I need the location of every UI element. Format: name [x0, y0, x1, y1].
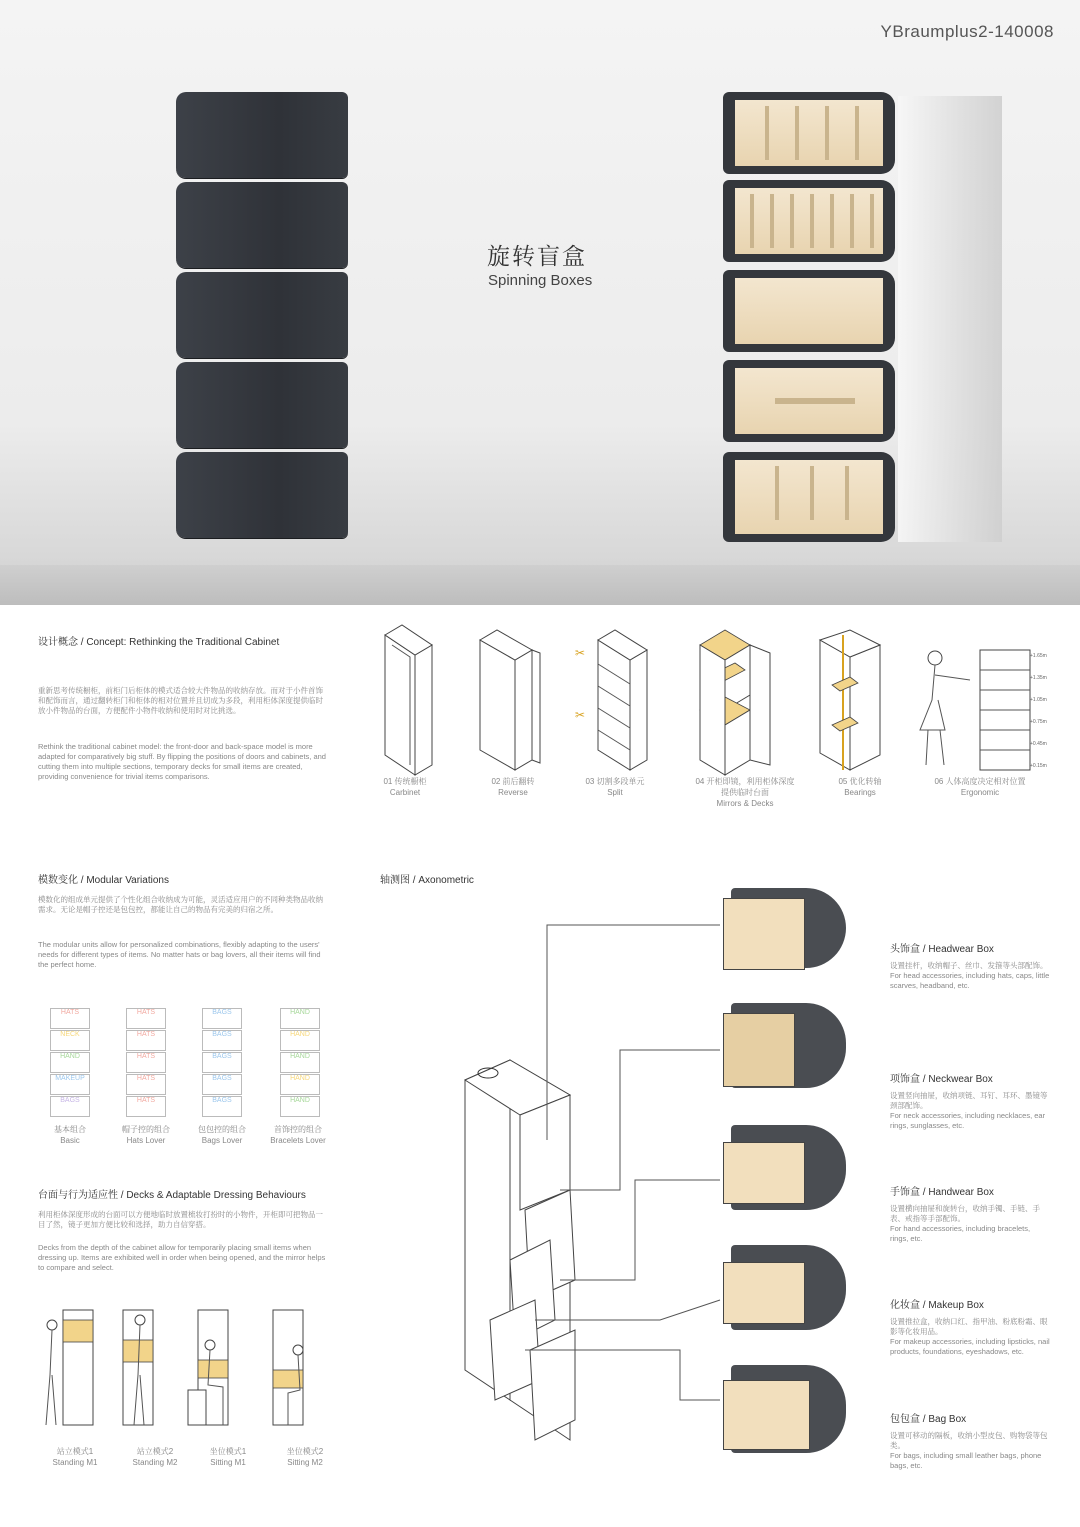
height-label: +0.75m	[1030, 719, 1047, 725]
closed-cabinet-render	[176, 92, 348, 542]
diagram-cabinet	[385, 625, 432, 775]
step-caption: 02 前后翻转 Reverse	[491, 777, 535, 797]
diagram-bearings	[820, 630, 880, 770]
step-caption: 06 人体高度决定相对位置 Ergonomic	[934, 777, 1026, 797]
hero-title-cn: 旋转盲盒	[487, 244, 587, 270]
variant-stack-bags: BAGS BAGS BAGS BAGS BAGS	[202, 1008, 242, 1117]
mode-caption: 坐位模式1 Sitting M1	[209, 1447, 247, 1467]
neckwear-box-illustration	[723, 995, 848, 1090]
height-labels	[1030, 645, 1047, 777]
concept-text-cn: 重新思考传统橱柜，前柜门后柜体的模式适合较大件物品的收纳存放。而对于小件首饰和配饰而言，通过翻转柜门和柜体的相对位置并且切成为多段，利用柜体深度提供临时放小件物品的台面，方便配件小物件收纳和使用时对比挑选。	[38, 686, 323, 715]
open-cabinet-render	[723, 92, 901, 544]
height-label: +0.45m	[1030, 741, 1047, 747]
hero-render	[0, 0, 1080, 605]
bag-box-illustration	[723, 1360, 848, 1455]
variant-caption: 包包控的组合 Bags Lover	[198, 1125, 246, 1145]
mode-caption: 站立模式1 Standing M1	[52, 1447, 98, 1467]
step-caption: 04 开柜即镜，利用柜体深度提供临时台面 Mirrors & Decks	[695, 777, 795, 808]
height-label: +0.15m	[1030, 763, 1047, 769]
handwear-box-label: 手饰盒 / Handwear Box 设置横向抽屉和旋转台，收纳手镯、手链、手表、戒指等手部配饰。 For hand accessories, including bracelets, rings, etc.	[890, 1187, 1040, 1243]
dressing-modes-diagram	[38, 1305, 338, 1435]
makeup-box-illustration	[723, 1240, 848, 1330]
modular-text-cn: 模数化的组成单元提供了个性化组合收纳成为可能，灵活适应用户的不同种类物品收纳需求。无论是帽子控还是包包控，都能让自己的物品有完美的归宿之所。	[38, 895, 323, 914]
height-label: +1.65m	[1030, 653, 1047, 659]
variant-caption: 基本组合 Basic	[54, 1125, 86, 1145]
diagram-split	[575, 630, 647, 770]
diagram-mirrors-decks	[700, 630, 770, 775]
step-caption: 03 切割多段单元 Split	[585, 777, 645, 797]
headwear-box-illustration	[723, 880, 848, 968]
modular-variants	[50, 1008, 340, 1118]
handwear-box-illustration	[723, 1120, 848, 1210]
headwear-box-label: 头饰盒 / Headwear Box 设置挂杆，收纳帽子、丝巾、发箍等头部配饰。 For head accessories, including hats, caps, little scarves, headband, etc.	[890, 944, 1050, 990]
height-label: +1.05m	[1030, 697, 1047, 703]
makeup-box-label: 化妆盒 / Makeup Box 设置推拉盒，收纳口红、指甲油、粉底粉霜、眼影等化妆用品。 For makeup accessories, including lipsticks, nail products, foundations, eyeshadows, etc.	[890, 1300, 1050, 1356]
mode-sitting-2	[273, 1310, 303, 1425]
modular-text-en: The modular units allow for personalized combinations, flexibly adapting to the users' needs for different types of items. No matter hats or bag lovers, all their items will find the perfect home.	[38, 940, 321, 969]
concept-heading: 设计概念 / Concept: Rethinking the Traditional Cabinet	[38, 637, 280, 648]
axonometric-heading: 轴测图 / Axonometric	[380, 875, 474, 886]
modular-heading: 模数变化 / Modular Variations	[38, 875, 169, 886]
cabinet-axonometric	[465, 1060, 575, 1440]
hero-title-en: Spinning Boxes	[488, 272, 593, 289]
decks-text-en: Decks from the depth of the cabinet allow for temporarily placing small items when dressing up. Items are exhibited well in order when being opened, and the mirror helps to compare and select.	[38, 1243, 326, 1272]
mirror-panel	[898, 96, 1002, 542]
diagram-reverse	[480, 630, 540, 770]
floor	[0, 565, 1080, 605]
mode-caption: 站立模式2 Standing M2	[132, 1447, 178, 1467]
variant-stack-basic: HATS NECK HAND MAKEUP BAGS	[50, 1008, 90, 1117]
variant-caption: 首饰控的组合 Bracelets Lover	[270, 1125, 326, 1145]
mode-standing-2	[123, 1310, 153, 1425]
mode-sitting-1	[188, 1310, 228, 1425]
svg-text:✂: ✂	[575, 708, 586, 722]
svg-text:✂: ✂	[575, 646, 586, 660]
step-caption: 05 优化转轴 Bearings	[838, 777, 882, 797]
concept-diagrams	[370, 625, 1050, 795]
variant-caption: 帽子控的组合 Hats Lover	[122, 1125, 170, 1145]
step-caption: 01 传统橱柜 Carbinet	[383, 777, 427, 797]
neckwear-box-label: 项饰盒 / Neckwear Box 设置竖向抽屉，收纳项链、耳钉、耳环、墨镜等颈部配饰。 For neck accessories, including necklaces, ear rings, sunglasses, etc.	[890, 1074, 1048, 1130]
bag-box-label: 包包盒 / Bag Box 设置可移动的隔板，收纳小型皮包、购物袋等包类。 For bags, including small leather bags, phone bags, etc.	[890, 1414, 1048, 1470]
poster-id: YBraumplus2-140008	[880, 22, 1054, 41]
diagram-ergonomic	[920, 650, 1030, 770]
concept-text-en: Rethink the traditional cabinet model: the front-door and back-space model is more adapted for comparatively big stuff. By flipping the positions of doors and cabinets, and cutting them into multiple sections, temporary decks for small items are created, providing convenience for trivial items comparisons.	[38, 742, 326, 781]
variant-stack-bracelets: HAND HAND HAND HAND HAND	[280, 1008, 320, 1117]
mode-caption: 坐位模式2 Sitting M2	[286, 1447, 324, 1467]
decks-text-cn: 利用柜体深度形成的台面可以方便地临时放置梳妆打扮时的小物件，开柜即可把物品一目了然，镜子更加方便比较和选择，助力自信穿搭。	[38, 1210, 323, 1229]
height-label: +1.35m	[1030, 675, 1047, 681]
decks-heading: 台面与行为适应性 / Decks & Adaptable Dressing Behaviours	[38, 1190, 306, 1201]
variant-stack-hats: HATS HATS HATS HATS HATS	[126, 1008, 166, 1117]
mode-standing-1	[46, 1310, 93, 1425]
